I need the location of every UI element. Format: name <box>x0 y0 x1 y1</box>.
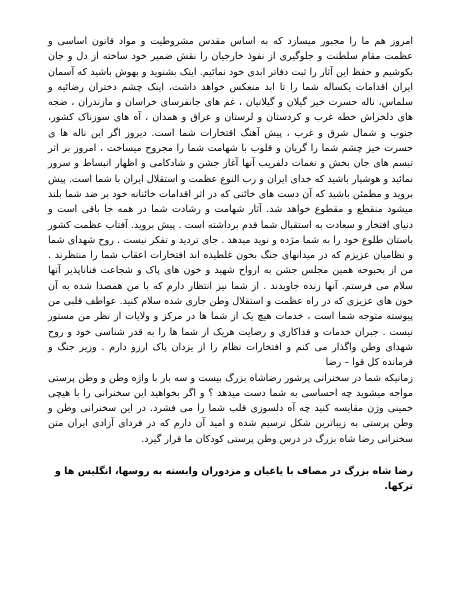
speech-paragraph: امروز هم ما را مجبور میسازد که به اساس مقدس مشروطیت و مواد قانون اساسی و عظمت مقام سلطنت و جلوگیری از نفوذ خارجیان را نقش ضمیر خود ساخته از دل و جان بکوشیم و حفظ این آثار را ثبت دفاتر ابدی خود نمائیم. اینک بشنوید و بهوش باشید که آسمان ایران اقدامات یکساله شما را تا ابد منعکس خواهد داشت، اینک چشم دختران رضائیه و سلماس، ناله حسرت خیز گیلان و گیلانیان ، غم های جانفرسای خراسان و مازندران ، ضجه های دلخراش خطه غرب و کردستان و لرستان و عراق و همدان ، آه های سوزناک کشور، جنوب و شمال شرق و غرب ، پیش آهنگ اقتخارات شما است. دیروز اگر این ناله ها ی حسرت خیز چشم شما را گریان و قلوب با شهامت شما را مجروح میساخت ، امروز بر اثر تبسم های جان بخش و نغمات دلفریب آنها آغاز جشن و شادکامی و اظهار انبساط و سرور نمائید و هوشیار باشید که خدای ایران و رب النوع عظمت و استقلال ایران با شما است. پیش بروید و مطمئن باشید که آن دست های خائنی که در اثر اقدامات خائنانه خود بر ضد شما بلند میشود منقطع و مقطوع خواهد شد. آثار شهامت و رشادت شما در همه جا باقی است و دنیای افتخار و سعادت به استقبال شما قدم برداشته است . پیش بروید. آفتاب عظمت کشور باستان طلوع خود را به شما مژده و نوید میدهد . جای تردید و تفکر نیست . روح شهدای شما و نظامیان عزیزم که در میدانهای جنگ بخون غلطیده اند افتخارات اعقاب شما را منتظرند . من از بحبوحه همین مجلس جشن به ارواح شهید و خون های پاک و شجاعت فنانا‌پذیر آنها سلام می فرستم. آنها زنده جاویدند . از شما نیز انتظار دارم که با من همصدا شده به آن خون های عزیزی که در راه عظمت و استقلال وطن جاری شده سلام کنید. عواطف قلبی من پیوسته متوجه شما است ، خدمات هیچ یک از شما ها در مرکز و ولایات از نظر من مستور نیست . جبران خدمات و فداکاری و رضایت هریک از شما ها را به قدر شناسی خود و روح شهدای وطن واگذار می کنم و افتخارات نظام را از یزدان پاک ارزو دارم . وزیر جنگ و فرمانده کل قوا – رضا <box>48 36 413 369</box>
photo-caption: رضا شاه بزرگ در مصاف با یاغیان و مزدوران وابسته به روسها، انگلیس ها و ترکها. <box>54 466 413 493</box>
commentary-paragraph: زمانیکه شما در سخنرانی پرشور رضاشاه بزرگ بیست و سه بار با واژه وطن و وطن پرستی مواجه میشوید چه احساسی به شما دست میدهد ؟ و اگر بخواهید این سخنرانی را با هیچی خمینی وژن مقایسه کنید چه آه دلسوزی قلب شما را می فشرد. در این سخنرانی وطن و وطن پرستی به زیباترین شکل ترسیم شده و امید آن دارم که در فردای آزادی ایران متن سخنرانی رضا شاه بزرگ در درس وطن پرستی کودکان ما قرار گیرد. <box>48 372 413 445</box>
